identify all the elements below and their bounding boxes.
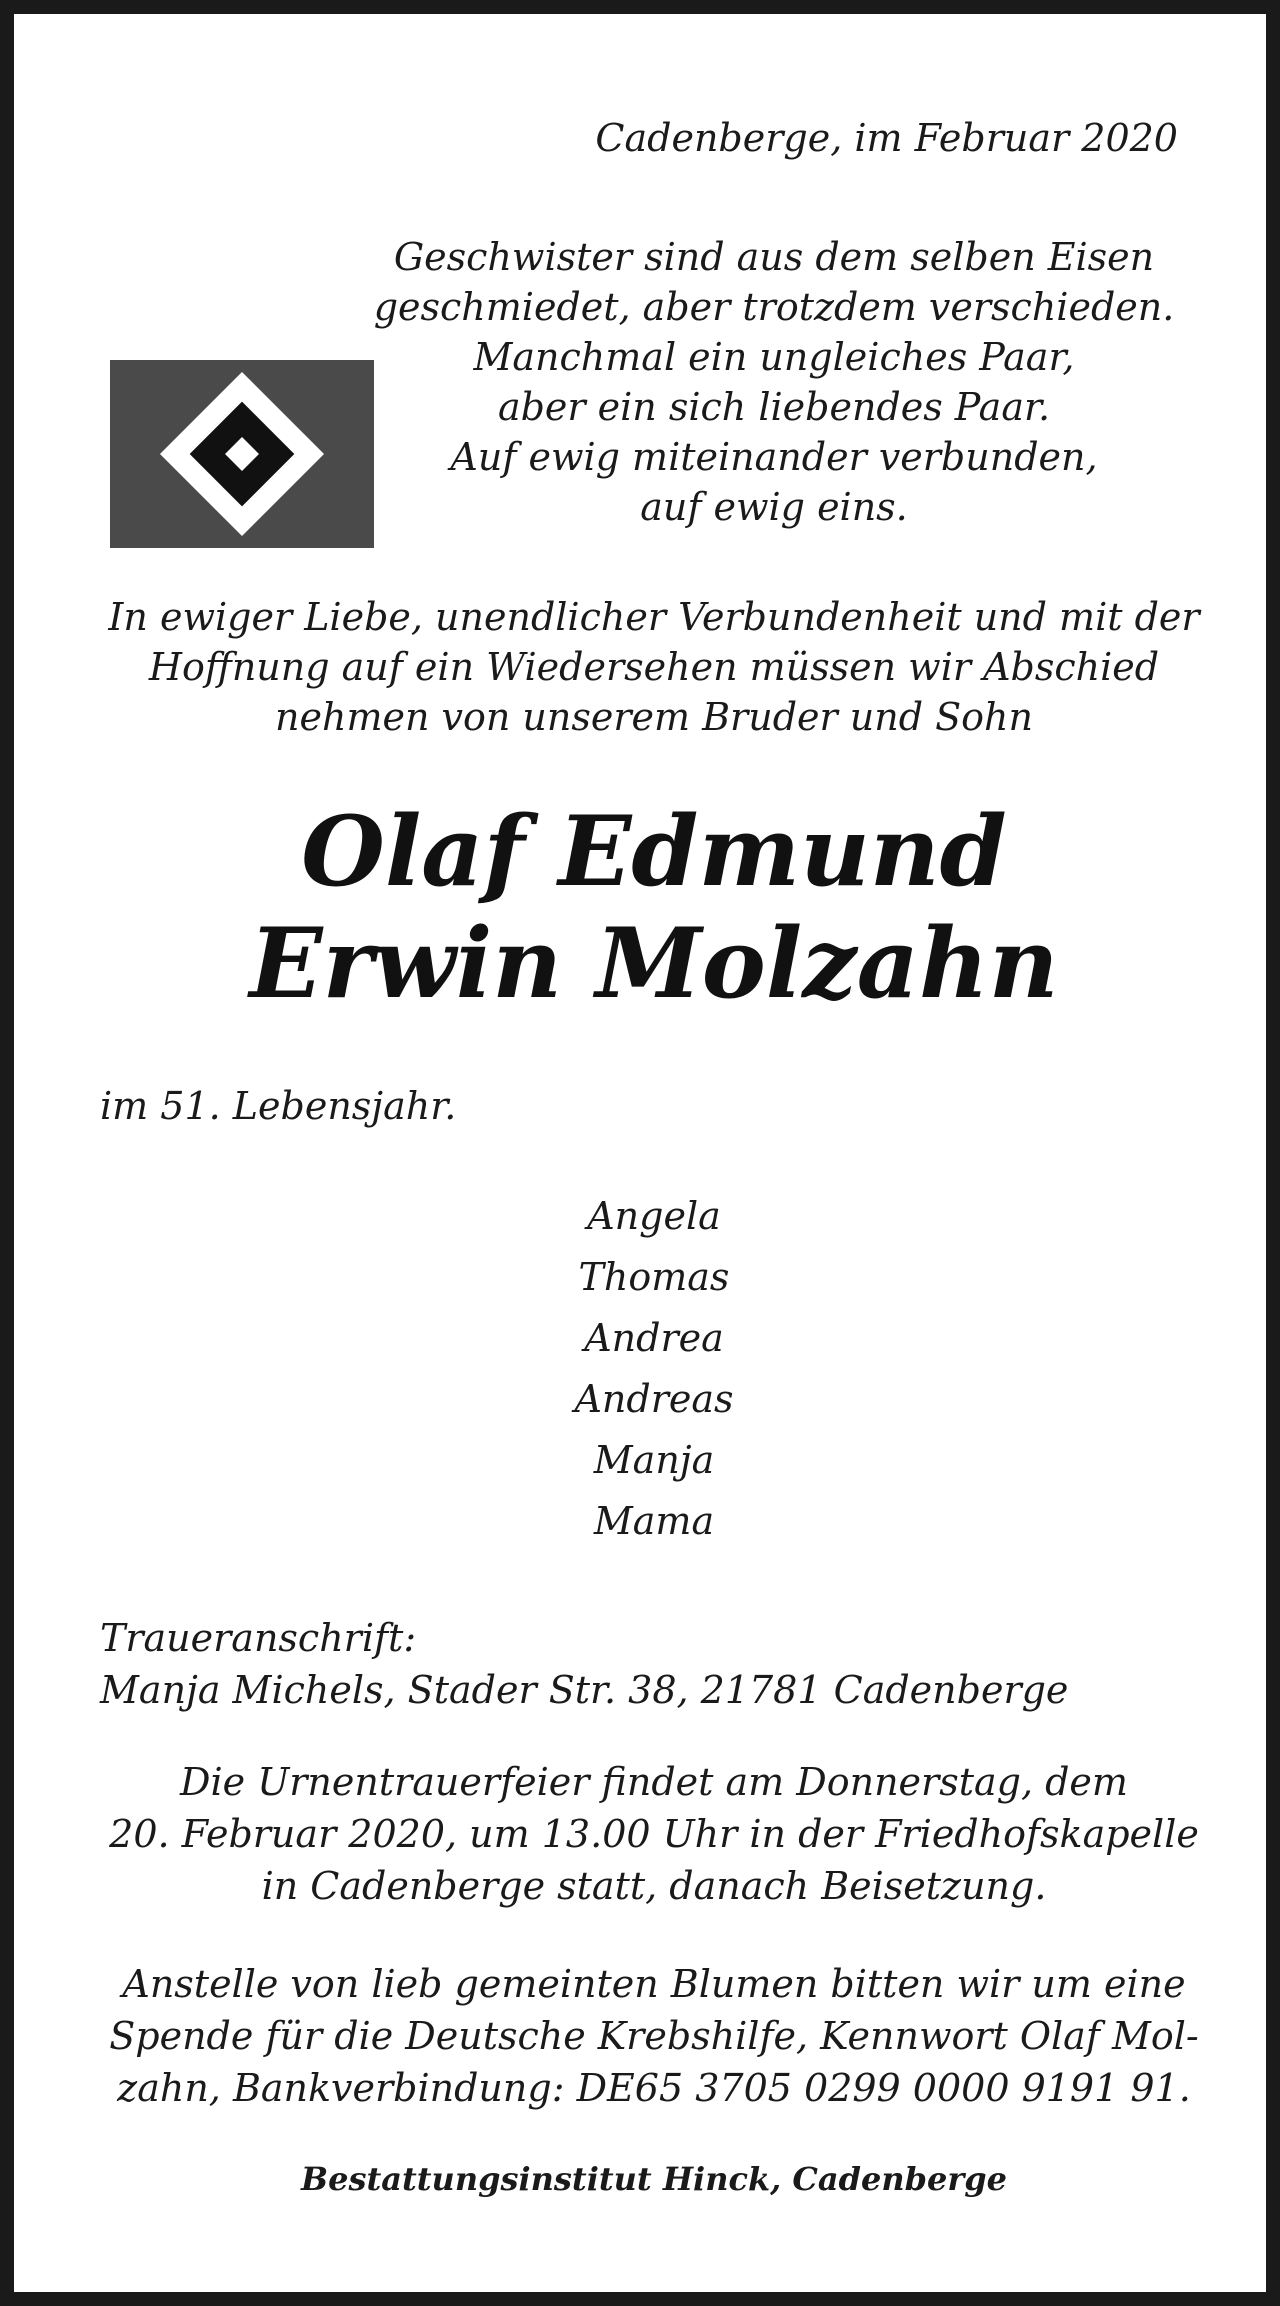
mourning-address xyxy=(100,1612,1068,1716)
undertaker-name: Bestattungsinstitut Hinck, Cadenberge xyxy=(301,2160,1007,2198)
donation-line: Spende für die Deutsche Krebshilfe, Kennwort Olaf Mol- xyxy=(109,2014,1199,2058)
ceremony-line: 20. Februar 2020, um 13.00 Uhr in der Friedhofskapelle xyxy=(109,1812,1199,1856)
farewell-intro xyxy=(74,592,1234,742)
age-text: im 51. Lebensjahr. xyxy=(100,1084,457,1128)
mourner-name: Angela xyxy=(587,1194,721,1238)
quote-line: Manchmal ein ungleiches Paar, xyxy=(473,335,1075,379)
ceremony-info xyxy=(74,1756,1234,1912)
intro-line: nehmen von unserem Bruder und Sohn xyxy=(275,695,1033,739)
intro-line: Hoffnung auf ein Wiedersehen müssen wir Abschied xyxy=(148,645,1160,689)
sibling-quote xyxy=(304,232,1244,532)
address-text: Manja Michels, Stader Str. 38, 21781 Cadenberge xyxy=(100,1668,1069,1712)
address-label: Traueranschrift: xyxy=(100,1616,417,1660)
mourner-name: Andrea xyxy=(584,1316,724,1360)
deceased-name-line1: Olaf Edmund xyxy=(301,795,1007,908)
quote-line: Geschwister sind aus dem selben Eisen xyxy=(393,235,1155,279)
mourner-name: Mama xyxy=(593,1499,715,1543)
donation-line: zahn, Bankverbindung: DE65 3705 0299 0000 9191 91. xyxy=(117,2066,1191,2110)
ceremony-line: in Cadenberge statt, danach Beisetzung. xyxy=(261,1864,1047,1908)
mourner-name: Thomas xyxy=(578,1255,730,1299)
mourner-name: Manja xyxy=(593,1438,715,1482)
deceased-name xyxy=(54,796,1254,1020)
quote-line: Auf ewig miteinander verbunden, xyxy=(450,435,1098,479)
quote-line: geschmiedet, aber trotzdem verschieden. xyxy=(373,285,1175,329)
quote-line: aber ein sich liebendes Paar. xyxy=(497,385,1051,429)
deceased-name-line2: Erwin Molzahn xyxy=(249,907,1059,1020)
ceremony-line: Die Urnentrauerfeier findet am Donnerstag, dem xyxy=(180,1760,1128,1804)
place-date: Cadenberge, im Februar 2020 xyxy=(595,116,1178,160)
mourner-name: Andreas xyxy=(574,1377,734,1421)
quote-line: auf ewig eins. xyxy=(640,485,908,529)
mourners-list xyxy=(354,1186,954,1552)
donation-info xyxy=(74,1958,1234,2114)
intro-line: In ewiger Liebe, unendlicher Verbundenheit und mit der xyxy=(108,595,1200,639)
donation-line: Anstelle von lieb gemeinten Blumen bitten wir um eine xyxy=(122,1962,1186,2006)
